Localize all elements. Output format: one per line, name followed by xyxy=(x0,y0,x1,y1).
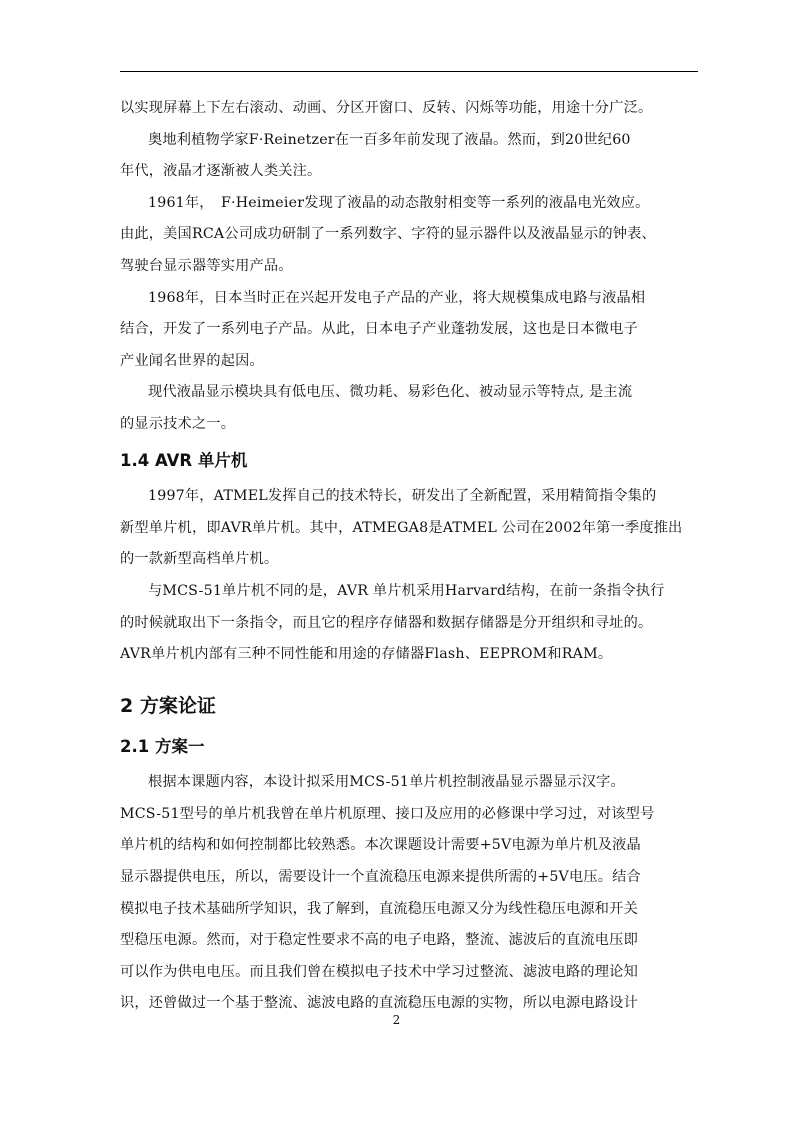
text-line: 根据本课题内容，本设计拟采用MCS-51单片机控制液晶显示器显示汉字。 xyxy=(148,774,625,791)
text-line: 1968年，日本当时正在兴起开发电子产品的产业，将大规模集成电路与液晶相 xyxy=(148,289,646,306)
text-line: 的时候就取出下一条指令，而且它的程序存储器和数据存储器是分开组织和寻址的。 xyxy=(120,614,653,631)
text-line: 型稳压电源。然而，对于稳定性要求不高的电子电路，整流、滤波后的直流电压即 xyxy=(120,932,638,949)
text-line: 显示器提供电压，所以，需要设计一个直流稳压电源来提供所需的+5V电压。结合 xyxy=(120,869,641,886)
paragraph xyxy=(120,188,700,283)
text-line: 识，还曾做过一个基于整流、滤波电路的直流稳压电源的实物，所以电源电路设计 xyxy=(120,995,638,1012)
text-line: 可以作为供电电压。而且我们曾在模拟电子技术中学习过整流、滤波电路的理论知 xyxy=(120,963,638,980)
text-line: 与MCS-51单片机不同的是，AVR 单片机采用Harvard结构，在前一条指令执行 xyxy=(148,582,665,599)
chapter-heading: 2 方案论证 xyxy=(120,694,216,717)
text-line: 的一款新型高档单片机。 xyxy=(120,551,279,568)
text-line: 的显示技术之一。 xyxy=(120,415,236,432)
text-line: AVR单片机内部有三种不同性能和用途的存储器Flash、EEPROM和RAM。 xyxy=(120,646,613,663)
text-line: 由此，美国RCA公司成功研制了一系列数字、字符的显示器件以及液晶显示的钟表、 xyxy=(120,226,656,243)
text-line: 奥地利植物学家F·Reinetzer在一百多年前发现了液晶。然而，到20世纪60 xyxy=(148,131,631,148)
page-number: 2 xyxy=(392,1013,401,1027)
text-line: 1961年， F·Heimeier发现了液晶的动态散射相变等一系列的液晶电光效应。 xyxy=(148,194,650,211)
text-line: 结合，开发了一系列电子产品。从此，日本电子产业蓬勃发展，这也是日本微电子 xyxy=(120,321,638,338)
paragraph xyxy=(120,481,700,576)
paragraph xyxy=(120,93,700,125)
text-line: 单片机的结构和如何控制都比较熟悉。本次课题设计需要+5V电源为单片机及液晶 xyxy=(120,837,641,854)
paragraph xyxy=(120,767,700,1020)
text-line: 新型单片机，即AVR单片机。其中，ATMEGA8是ATMEL 公司在2002年第一季度推出 xyxy=(120,519,683,536)
paragraph xyxy=(120,125,700,188)
document-body xyxy=(120,93,700,1020)
text-line: 以实现屏幕上下左右滚动、动画、分区开窗口、反转、闪烁等功能，用途十分广泛。 xyxy=(120,100,653,116)
paragraph xyxy=(120,576,700,671)
paragraph xyxy=(120,283,700,378)
section-heading: 1.4 AVR 单片机 xyxy=(120,450,248,470)
text-line: 1997年，ATMEL发挥自己的技术特长，研发出了全新配置，采用精简指令集的 xyxy=(148,488,657,505)
text-line: 驾驶台显示器等实用产品。 xyxy=(120,257,293,274)
text-line: MCS-51型号的单片机我曾在单片机原理、接口及应用的必修课中学习过，对该型号 xyxy=(120,805,655,822)
header-rule xyxy=(120,71,698,72)
paragraph xyxy=(120,377,700,440)
section-heading: 2.1 方案一 xyxy=(120,736,205,756)
text-line: 现代液晶显示模块具有低电压、微功耗、易彩色化、被动显示等特点, 是主流 xyxy=(148,384,633,401)
text-line: 产业闻名世界的起因。 xyxy=(120,352,264,369)
text-line: 模拟电子技术基础所学知识，我了解到，直流稳压电源又分为线性稳压电源和开关 xyxy=(120,900,638,917)
text-line: 年代，液晶才逐渐被人类关注。 xyxy=(120,163,322,180)
